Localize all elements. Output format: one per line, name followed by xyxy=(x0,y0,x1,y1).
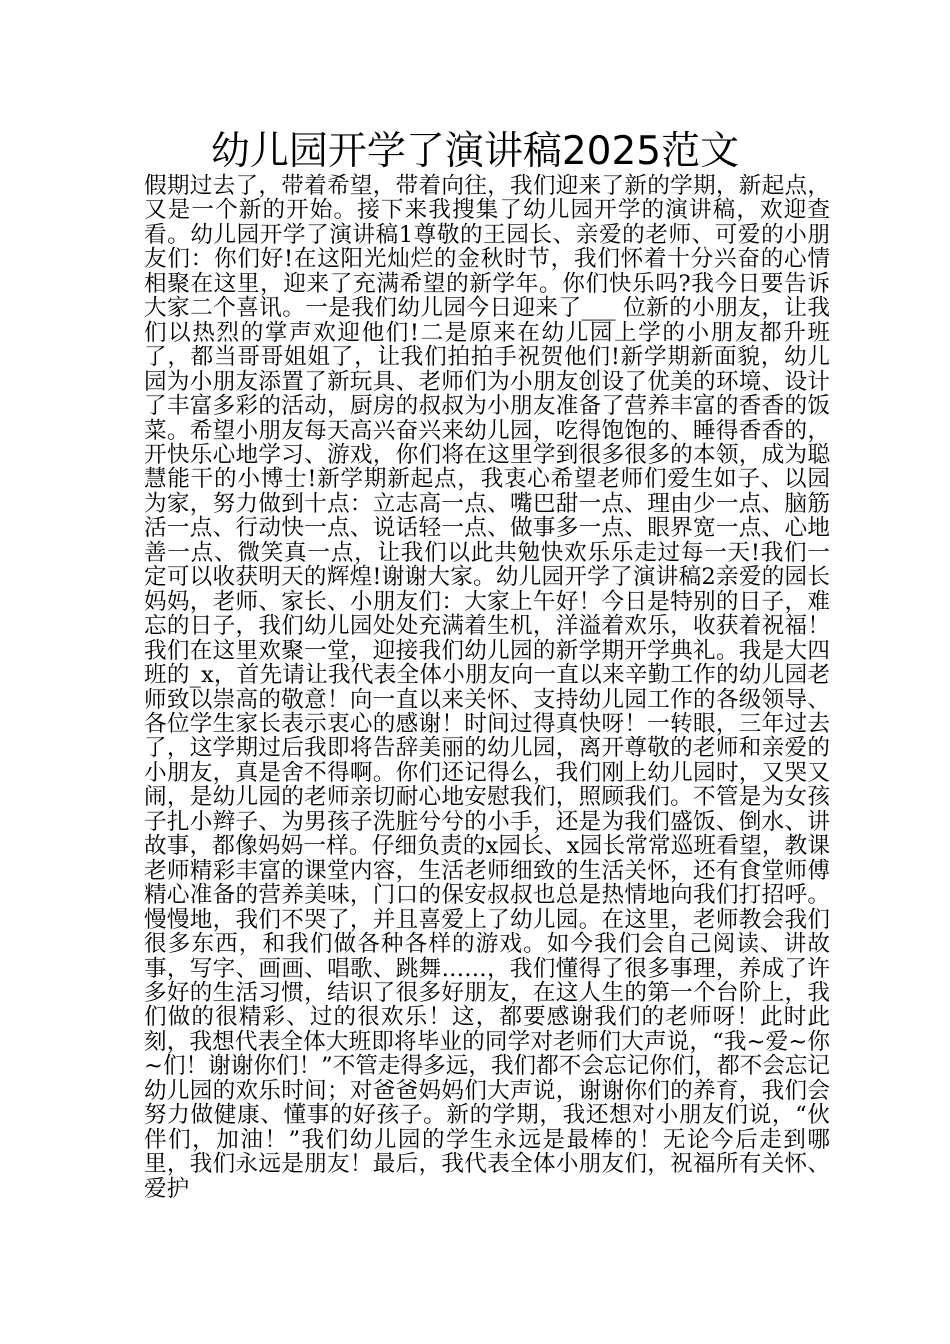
document-body: 假期过去了，带着希望，带着向往，我们迎来了新的学期，新起点，又是一个新的开始。接下来我搜集了幼儿园开学的演讲稿，欢迎查看。幼儿园开学了演讲稿1尊敬的王园长、亲爱的老师、可爱的小朋友们：你们好!在这阳光灿烂的金秋时节，我们怀着十分兴奋的心情相聚在这里，迎来了充满希望的新学年。你们快乐吗?我今日要告诉大家二个喜讯。一是我们幼儿园今日迎来了___ 位新的小朋友，让我们以热烈的掌声欢迎他们!二是原来在幼儿园上学的小朋友都升班了，都当哥哥姐姐了，让我们拍拍手祝贺他们!新学期新面貌，幼儿园为小朋友添置了新玩具、老师们为小朋友创设了优美的环境、设计了丰富多彩的活动，厨房的叔叔为小朋友准备了营养丰富的香香的饭菜。希望小朋友每天高兴奋兴来幼儿园，吃得饱饱的、睡得香香的，开快乐心地学习、游戏，你们将在这里学到很多很多的本领，成为聪慧能干的小博士!新学期新起点，我衷心希望老师们爱生如子、以园为家，努力做到十点：立志高一点、嘴巴甜一点、理由少一点、脑筋活一点、行动快一点、说话轻一点、做事多一点、眼界宽一点、心地善一点、微笑真一点，让我们以此共勉快欢乐乐走过每一天!我们一定可以收获明天的辉煌!谢谢大家。幼儿园开学了演讲稿2亲爱的园长妈妈，老师、家长、小朋友们：大家上午好！今日是特别的日子，难忘的日子，我们幼儿园处处充满着生机，洋溢着欢乐，收获着祝福！我们在这里欢聚一堂，迎接我们幼儿园的新学期开学典礼。我是大四班的_x，首先请让我代表全体小朋友向一直以来辛勤工作的幼儿园老师致以崇高的敬意！向一直以来关怀、支持幼儿园工作的各级领导、各位学生家长表示衷心的感谢！时间过得真快呀！一转眼，三年过去了，这学期过后我即将告辞美丽的幼儿园，离开尊敬的老师和亲爱的小朋友，真是舍不得啊。你们还记得么，我们刚上幼儿园时，又哭又闹，是幼儿园的老师亲切耐心地安慰我们，照顾我们。不管是为女孩子扎小辫子、为男孩子洗脏兮兮的小手，还是为我们盛饭、倒水、讲故事，都像妈妈一样。仔细负责的x园长、x园长常常巡班看望，教课老师精彩丰富的课堂内容，生活老师细致的生活关怀，还有食堂师傅精心准备的营养美味，门口的保安叔叔也总是热情地向我们打招呼。慢慢地，我们不哭了，并且喜爱上了幼儿园。在这里，老师教会我们很多东西，和我们做各种各样的游戏。如今我们会自己阅读、讲故事，写字、画画、唱歌、跳舞……，我们懂得了很多事理，养成了许多好的生活习惯，结识了很多好朋友，在这人生的第一个台阶上，我们做的很精彩、过的很欢乐！这，都要感谢我们的老师呀！此时此刻，我想代表全体大班即将毕业的同学对老师们大声说，“我~爱~你~们！谢谢你们！”不管走得多远，我们都不会忘记你们，都不会忘记幼儿园的欢乐时间；对爸爸妈妈们大声说，谢谢你们的养育，我们会努力做健康、懂事的好孩子。新的学期，我还想对小朋友们说，“伙伴们，加油！”我们幼儿园的学生永远是最棒的！无论今后走到哪里，我们永远是朋友！最后，我代表全体小朋友们，祝福所有关怀、爱护 xyxy=(144,173,830,1202)
document-title: 幼儿园开学了演讲稿2025范文 xyxy=(210,129,740,174)
